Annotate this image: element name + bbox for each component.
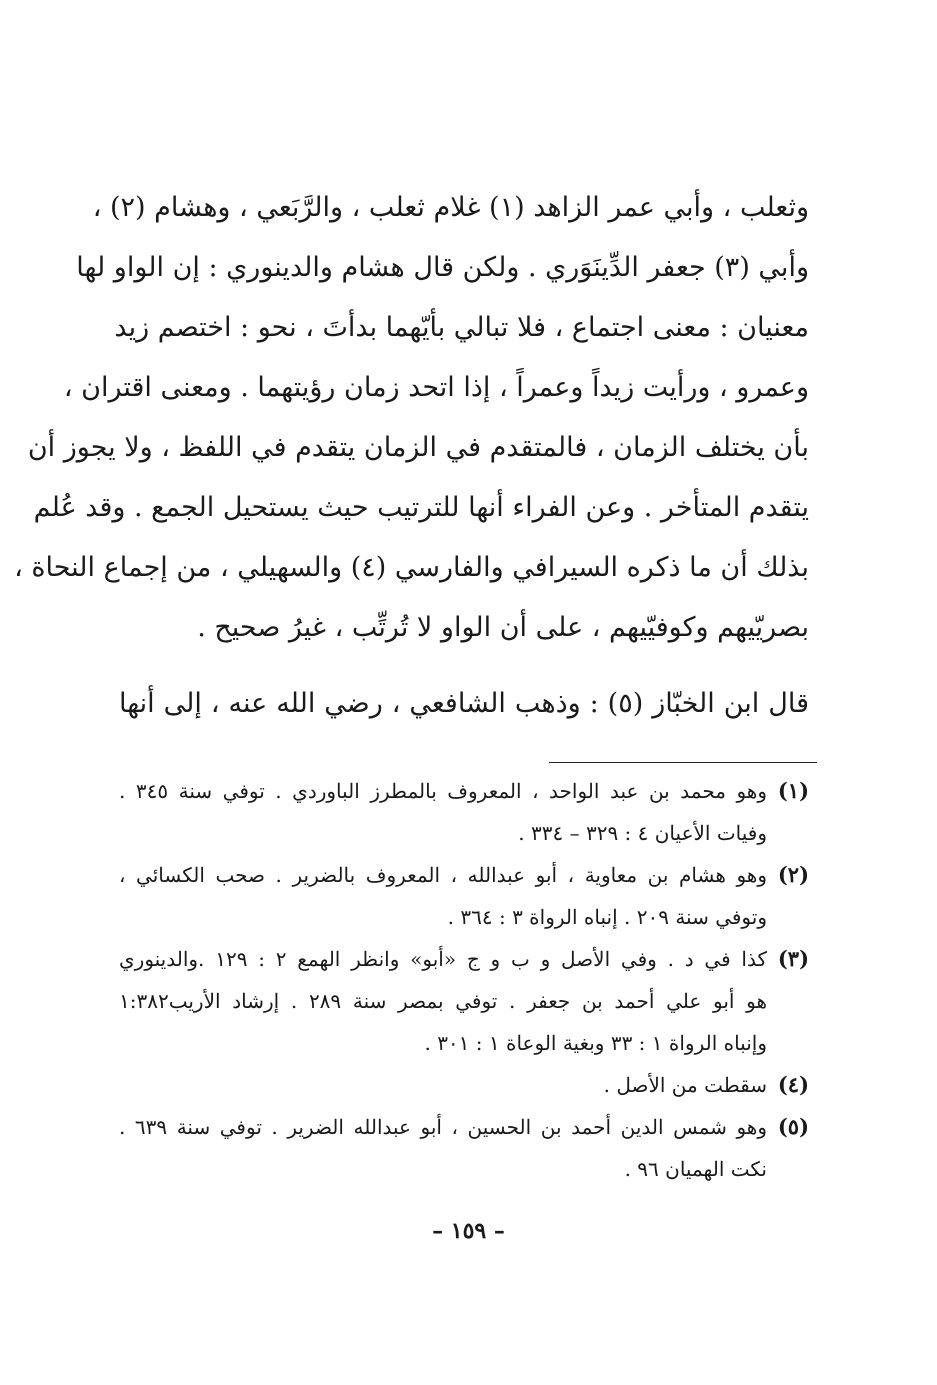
footnote-text (119, 770, 767, 854)
footnote-line: وإنباه الرواة ١ : ٣٣ وبغية الوعاة ١ : ٣٠١ . (424, 1031, 767, 1055)
text-line: قال ابن الخبّاز (٥) : وذهب الشافعي ، رضي الله عنه ، إلى أنها (119, 688, 809, 719)
footnote-line: وفيات الأعيان ٤ : ٣٢٩ – ٣٣٤ . (518, 821, 767, 845)
text-line: بصريّيهم وكوفيّيهم ، على أن الواو لا تُرتِّب ، غيرُ صحيح . (197, 612, 809, 643)
footnote-text (119, 938, 767, 1064)
footnote-line: وهو هشام بن معاوية ، أبو عبدالله ، المعروف بالضرير . صحب الكسائي ، (119, 863, 767, 887)
footnote-line: وهو محمد بن عبد الواحد ، المعروف بالمطرز الباوردي . توفي سنة ٣٤٥ . (119, 779, 767, 803)
footnote-number: (٣) (777, 946, 809, 971)
footnote-line: نكت الهميان ٩٦ . (624, 1157, 767, 1181)
footnote-number: (٤) (777, 1072, 809, 1097)
footnote-line: وتوفي سنة ٢٠٩ . إنباه الرواة ٣ : ٣٦٤ . (447, 905, 767, 929)
footnote-4 (119, 1064, 809, 1106)
main-text (14, 178, 809, 734)
footnote-3 (119, 938, 809, 1064)
footnote-text (119, 854, 767, 938)
text-line: معنيان : معنى اجتماع ، فلا تبالي بأيّهما بدأتَ ، نحو : اختصم زيد (114, 312, 809, 343)
paragraph-2 (119, 674, 809, 734)
footnote-number: (٥) (777, 1114, 809, 1139)
text-line: وثعلب ، وأبي عمر الزاهد (١) غلام ثعلب ، والرَّبَعي ، وهشام (٢) ، (92, 192, 809, 223)
footnotes (119, 770, 809, 1190)
footnote-text (119, 1064, 767, 1106)
footnote-2 (119, 854, 809, 938)
footnote-line: هو أبو علي أحمد بن جعفر . توفي بمصر سنة ٢٨٩ . إرشاد الأريب١:٣٨٢ (119, 989, 768, 1013)
text-line: وعمرو ، ورأيت زيداً وعمراً ، إذا اتحد زمان رؤيتهما . ومعنى اقتران ، (63, 372, 809, 403)
text-line: بذلك أن ما ذكره السيرافي والفارسي (٤) والسهيلي ، من إجماع النحاة ، (14, 552, 809, 583)
footnote-line: وهو شمس الدين أحمد بن الحسين ، أبو عبدالله الضرير . توفي سنة ٦٣٩ . (119, 1115, 767, 1139)
footnote-5 (119, 1106, 809, 1190)
page-number: – ١٥٩ – (432, 1218, 505, 1244)
text-line: يتقدم المتأخر . وعن الفراء أنها للترتيب حيث يستحيل الجمع . وقد عُلم (33, 492, 809, 523)
footnote-line: سقطت من الأصل . (603, 1073, 767, 1097)
footnote-text (119, 1106, 767, 1190)
footnote-line: كذا في د . وفي الأصل و ب و ج «أبو» وانظر الهمع ٢ : ١٢٩ .والدينوري (119, 947, 768, 971)
text-line: وأبي (٣) جعفر الدِّينَوَري . ولكن قال هشام والدينوري : إن الواو لها (76, 252, 809, 283)
footnote-number: (٢) (777, 862, 809, 887)
footnote-1 (119, 770, 809, 854)
paragraph-1 (14, 178, 809, 658)
text-line: بأن يختلف الزمان ، فالمتقدم في الزمان يتقدم في اللفظ ، ولا يجوز أن (27, 432, 809, 463)
footnote-number: (١) (777, 778, 809, 803)
footnote-separator (549, 762, 817, 763)
paragraph-gap (119, 658, 809, 674)
